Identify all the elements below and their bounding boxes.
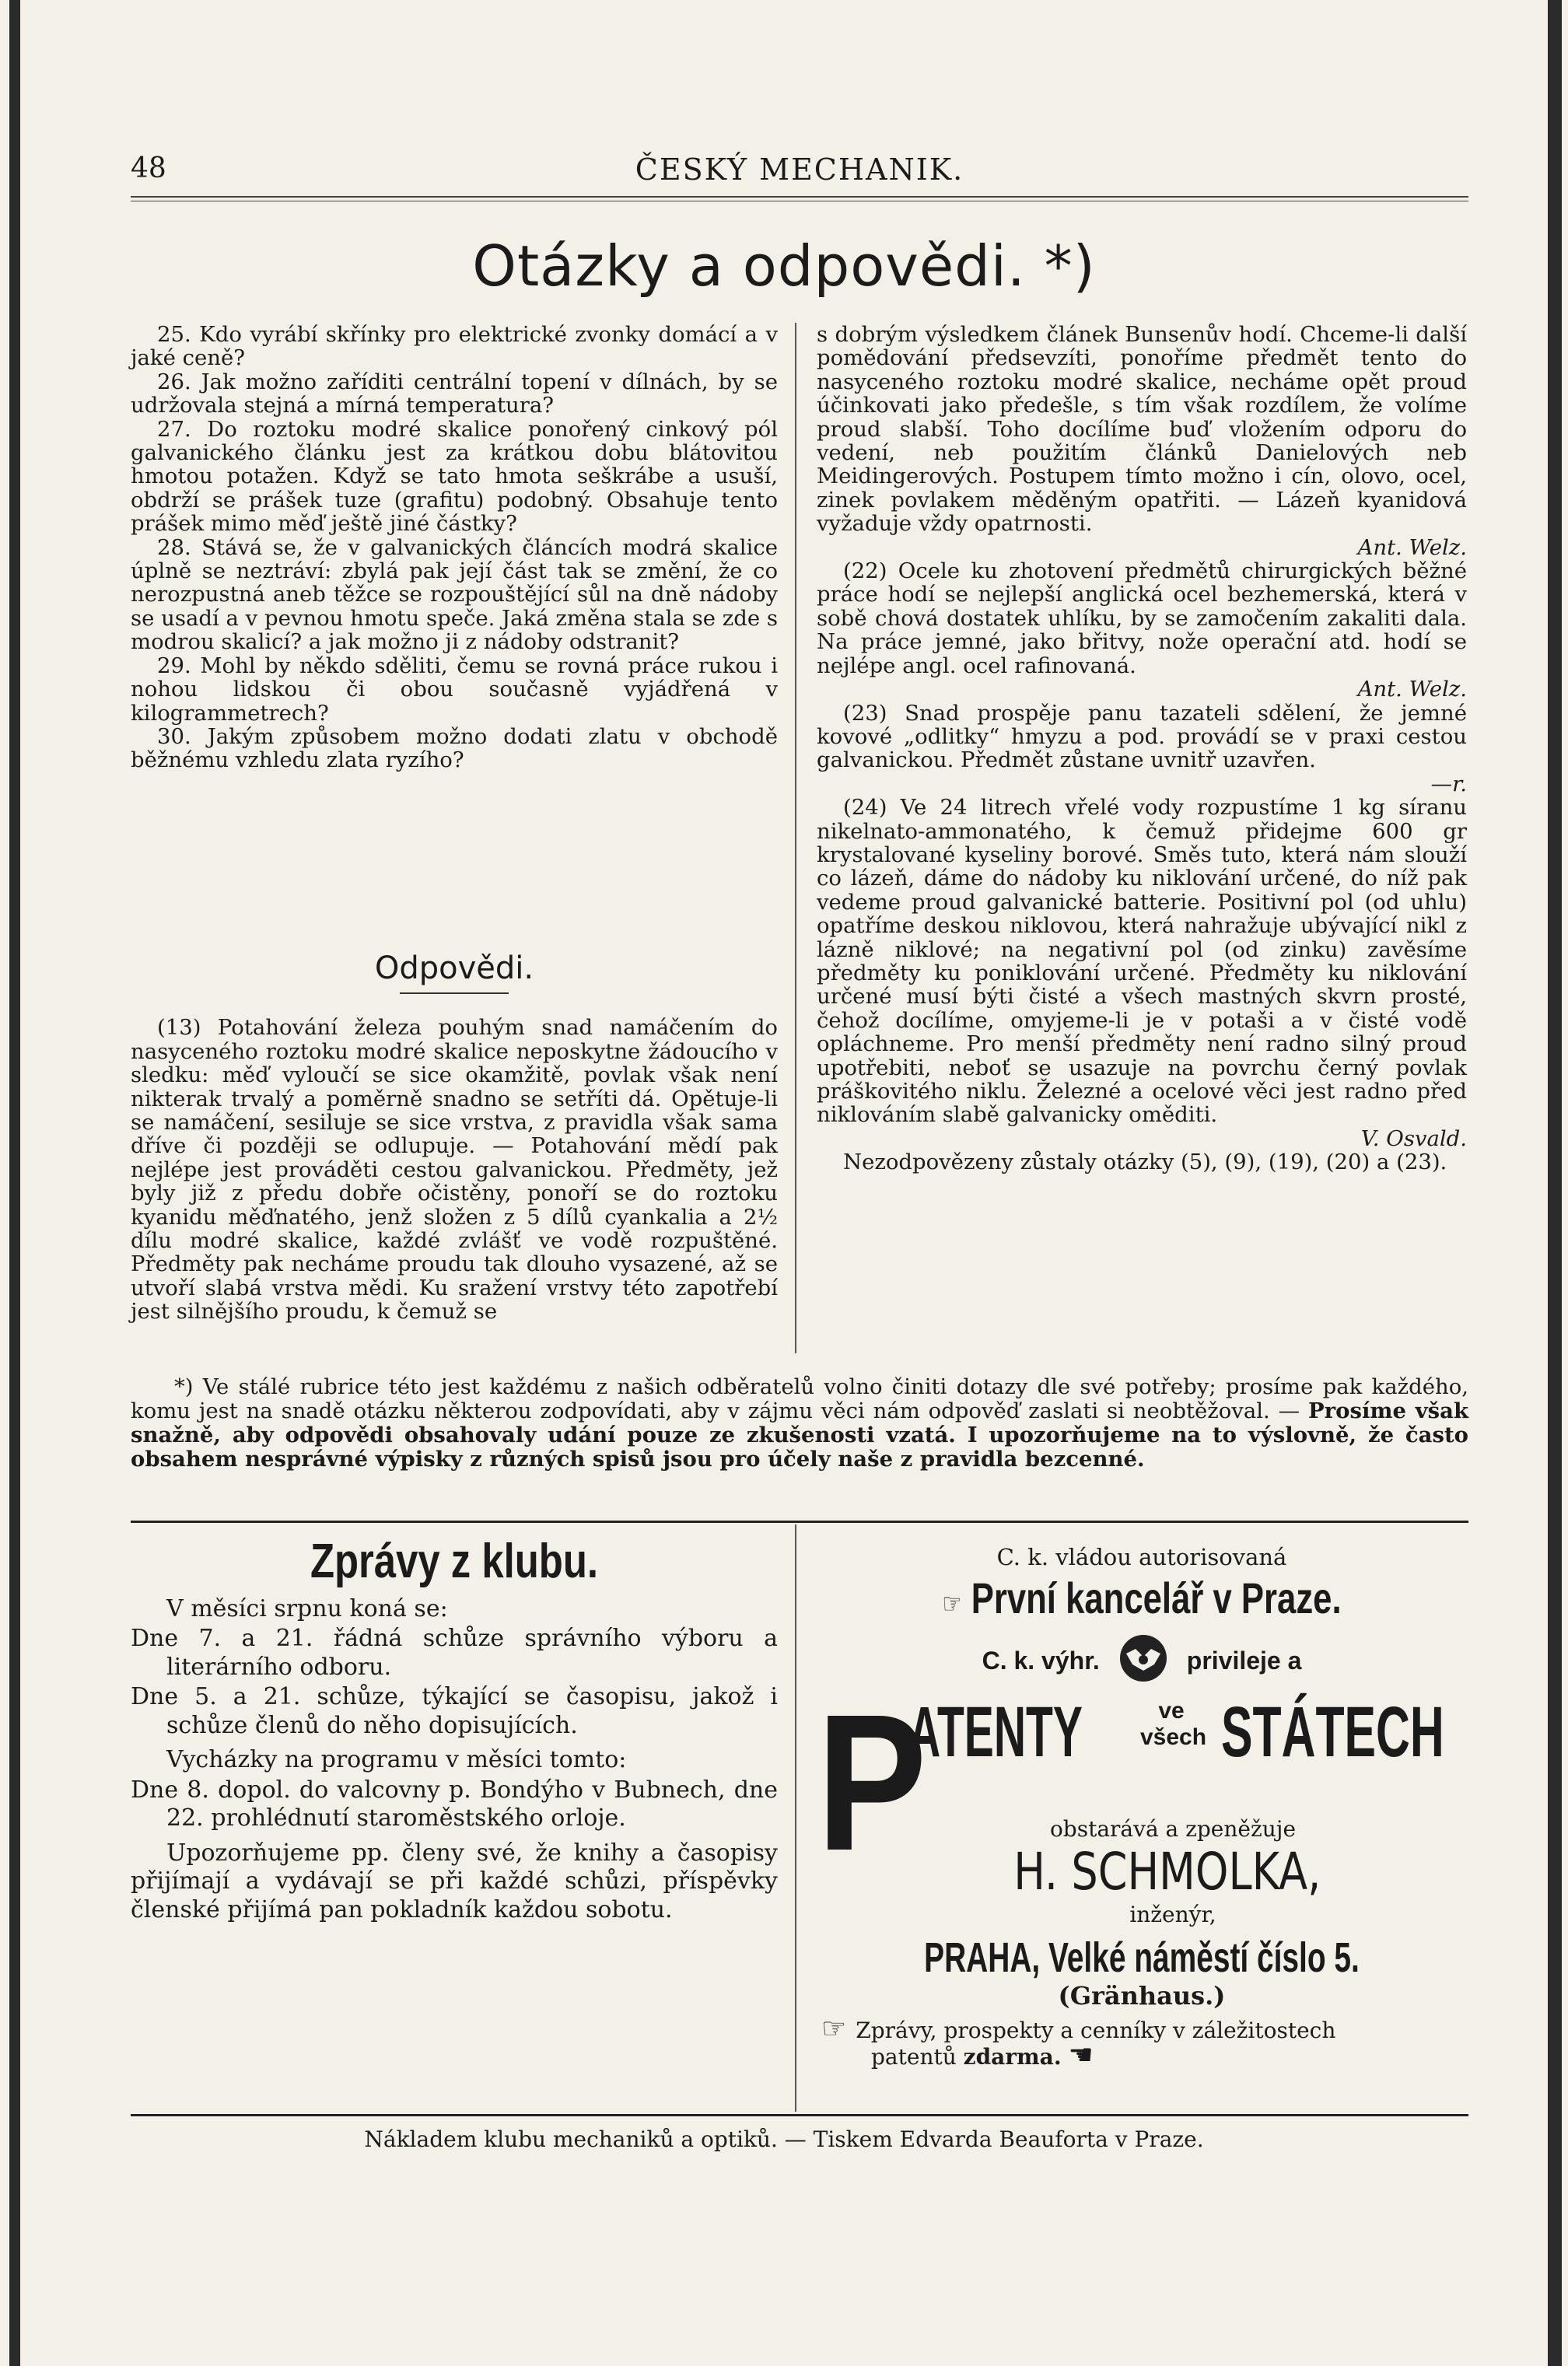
- ad-title: inženýr,: [1129, 1902, 1216, 1927]
- club-meeting-text: Dne 7. a 21. řádná schůze správního výboru a literárního odboru.: [131, 1625, 778, 1681]
- ad-footer-line1: Zprávy, prospekty a cenníky v záležitostech: [856, 2018, 1336, 2043]
- answers-title: Odpovědi.: [374, 950, 534, 986]
- ad-address: PRAHA, Velké náměstí číslo 5.: [924, 1934, 1360, 1981]
- ad-building: (Gränhaus.): [1058, 1981, 1226, 2011]
- pointing-hand-left-icon: ☚: [1068, 2039, 1094, 2071]
- scan-border-left: [9, 0, 20, 2366]
- question-26: 26. Jak možno zaříditi centrální topení v dílnách, by se udržovala stejná a mírná temperatura?: [131, 369, 778, 418]
- column-divider: [795, 323, 796, 1353]
- club-meeting: [131, 1683, 778, 1740]
- ad-office-text: První kancelář v Praze.: [971, 1573, 1342, 1622]
- ad-patenty: ATENTY: [908, 1692, 1083, 1772]
- ad-privilege-right: privileje a: [1186, 1647, 1302, 1675]
- answer-signature: Ant. Welz.: [1357, 534, 1467, 560]
- ad-statech: STÁTECH: [1221, 1692, 1444, 1772]
- question-27: 27. Do roztoku modré skalice ponořený cinkový pól galvanického článku jest za krátkou dobu blátovitou hmotou potažen. Když se tato hmota seškrábe a usuší, obdrží se prášek tuze (grafitu) podobný. Obsahuje tento prášek mimo měď ještě jiné částky?: [131, 416, 778, 537]
- club-news: [131, 1535, 778, 1926]
- question-30: 30. Jakým způsobem možno dodati zlatu v obchodě běžnému vzhledu zlata ryzího?: [131, 723, 778, 773]
- answer-signature: V. Osvald.: [1360, 1125, 1467, 1151]
- club-meeting: [131, 1625, 778, 1682]
- answer-signature: —r.: [1430, 771, 1467, 796]
- ad-vsech: všech: [1140, 1724, 1207, 1750]
- ad-footer-line2a: patentů: [871, 2044, 957, 2070]
- club-news-title: Zprávy z klubu.: [310, 1535, 599, 1588]
- ad-privilege-left: C. k. výhr.: [982, 1647, 1100, 1675]
- answers-title-rule: [400, 992, 509, 994]
- club-trip: [131, 1776, 778, 1833]
- page-number: 48: [131, 152, 166, 184]
- footnote-normal: *) Ve stálé rubrice této jest každému z našich odběratelů volno činiti dotazy dle své potřeby; prosíme pak každého, komu jest na snadě otázku některou zodpovídati, aby v zájmu věci nám odpověď zaslati si neobtěžoval. —: [131, 1374, 1468, 1423]
- page-header: [131, 152, 1468, 191]
- answer-signature: Ant. Welz.: [1357, 677, 1467, 702]
- answer-13: (13) Potahování železa pouhým snad namáčením do nasyceného roztoku modré skalice neposkytne žádoucího v sledku: měď vyloučí se sice okamžitě, povlak však není nikterak trvalý a poměrně snadno se setříti dá. Opětuje-li se namáčení, sesiluje se sice vrstva, z pravidla však sama dříve či později se odlupuje. — Potahování mědí pak nejlépe jest prováděti cestou galvanickou. Předměty, jež byly již z předu dobře očistěny, ponoří se do roztoku kyanidu měďnatého, jenž složen z 5 dílů cyankalia a 2½ dílu modré skalice, každé zvlášť ve vodě rozpuštěné. Předměty pak necháme proudu tak dlouho vysazené, až se utvoří slabá vrstva mědi. Ku sražení vrstvy této zapotřebí jest silnějšího proudu, k čemuž se: [131, 1015, 778, 1325]
- questions-column: [131, 323, 778, 772]
- question-29: 29. Mohl by někdo sděliti, čemu se rovná práce rukou i nohou lidskou či obou současně vyjádřená v kilogrammetrech?: [131, 653, 778, 726]
- footnote-bold: Prosíme však snažně, aby odpovědi obsahovaly udání pouze ze zkušenosti vzatá. I upozorňujeme na to výslovně, že často obsahem nesprávné výpisky z různých spisů jsou pro účely naše z pravidla bezcenné.: [131, 1398, 1469, 1472]
- unanswered-note: Nezodpovězeny zůstaly otázky (5), (9), (19), (20) a (23).: [843, 1150, 1447, 1175]
- pointing-hand-icon: ☞: [942, 1588, 962, 1620]
- question-25: 25. Kdo vyrábí skřínky pro elektrické zvonky domácí a v jaké ceně?: [131, 322, 778, 371]
- answers-column-left: [131, 950, 778, 1325]
- answer-13-continued: s dobrým výsledkem článek Bunsenův hodí. Chceme-li další pomědování předsevzíti, ponoříme předmět tento do nasyceného roztoku modré skalice, necháme opět proud účinkovati jako předešle, s tím však rozdílem, že volíme proud slabší. Toho docílíme buď vložením odporu do vedení, neb použitím článků Danielových neb Meidingerových. Postupem tímto možno i cín, olovo, ocel, zinek povlakem měděným opatřiti. — Lázeň kyanidová vyžaduje vždy opatrnosti.: [817, 322, 1467, 537]
- club-trips-intro: Vycházky na programu v měsíci tomto:: [166, 1746, 627, 1773]
- header-rule: [131, 196, 1468, 201]
- club-trip-text: Dne 8. dopol. do valcovny p. Bondýho v Bubnech, dne 22. prohlédnutí staroměstského orloje.: [131, 1776, 778, 1832]
- imprint: Nákladem klubu mechaniků a optiků. — Tiskem Edvarda Beauforta v Praze.: [364, 2126, 1204, 2152]
- answer-24: (24) Ve 24 litrech vřelé vody rozpustíme 1 kg síranu nikelnato-ammonatého, k čemuž přidejme 600 gr krystalované kyseliny borové. Směs tuto, která nám slouží co lázeň, dáme do nádoby ku niklování určené, do níž pak vedeme proud galvanické batterie. Positivní pol (od uhlu) opatříme deskou niklovou, která nahražuje ubývající nikl z lázně niklové; na negativní pol (od zinku) zavěsíme předměty ku poniklování určené. Předměty ku niklování určené musí býti čisté a všech mastných skvrn prosté, čehož docílíme, omyjeme-li je v potaši a v čisté vodě opláchneme. Pro menší předměty není radno silný proud upotřebiti, neboť se usazuje na povrchu černý povlak práškovitého niklu. Železné a ocelové věci jest radno před niklováním slabě galvanicky oměditi.: [817, 795, 1467, 1128]
- scan-border-right: [1548, 0, 1562, 2366]
- footnote: [131, 1375, 1468, 1472]
- ad-footer: [817, 2013, 1467, 2071]
- ad-obstarava: obstarává a zpeněžuje: [1049, 1816, 1297, 1842]
- ad-big-initial: P: [817, 1674, 927, 1891]
- double-eagle-emblem-icon: [1115, 1630, 1171, 1691]
- club-notice: Upozorňujeme pp. členy své, že knihy a časopisy přijímají a vydávají se při každé schůzi, příspěvky členské přijímá pan pokladník každou sobotu.: [131, 1839, 778, 1923]
- ad-footer-line2b: zdarma.: [963, 2044, 1062, 2070]
- bottom-column-divider: [795, 1524, 796, 2112]
- pointing-hand-icon: ☞: [821, 2013, 847, 2045]
- answer-22: (22) Ocele ku zhotovení předmětů chirurgických běžné práce hodí se nejlepší anglická ocel bezhemerská, která v sobě chová dostatek uhlíku, by se zamočením zakaliti dala. Na práce jemné, jako břitvy, nože operační atd. hodí se nejlépe angl. ocel rafinovaná.: [817, 558, 1467, 678]
- question-28: 28. Stává se, že v galvanických článcích modrá skalice úplně se neztráví: zbylá pak její část tak se změní, že co nerozpustná aneb těžce se rozpouštějící sůl na dně nádoby se usadí a v pevnou hmotu speče. Jaká změna stala se zde s modrou skalicí? a jak možno ji z nádoby odstranit?: [131, 534, 778, 655]
- ad-office-line: [888, 1573, 1395, 1629]
- ad-name: H. SCHMOLKA,: [1013, 1842, 1321, 1902]
- ad-authorized-line: C. k. vládou autorisovaná: [996, 1544, 1287, 1570]
- bottom-rule: [131, 2114, 1468, 2116]
- ad-ve-vsech: [1140, 1698, 1207, 1751]
- section-rule: [131, 1521, 1468, 1523]
- journal-title: ČESKÝ MECHANIK.: [635, 152, 964, 187]
- footnote-text: [131, 1375, 1468, 1472]
- answer-23: (23) Snad prospěje panu tazateli sdělení, že jemné kovové „odlitky“ hmyzu a pod. provádí se v praxi cestou galvanickou. Předmět zůstane uvnitř uzavřen.: [817, 700, 1467, 773]
- patent-advertisement: [817, 1544, 1467, 2070]
- section-title: Otázky a odpovědi. *): [472, 233, 1096, 299]
- answers-column-right: [817, 323, 1467, 1174]
- ad-ve: ve: [1158, 1698, 1185, 1724]
- club-intro: V měsíci srpnu koná se:: [166, 1594, 448, 1622]
- club-meeting-text: Dne 5. a 21. schůze, týkající se časopisu, jakož i schůze členů do něho dopisujících.: [131, 1683, 778, 1739]
